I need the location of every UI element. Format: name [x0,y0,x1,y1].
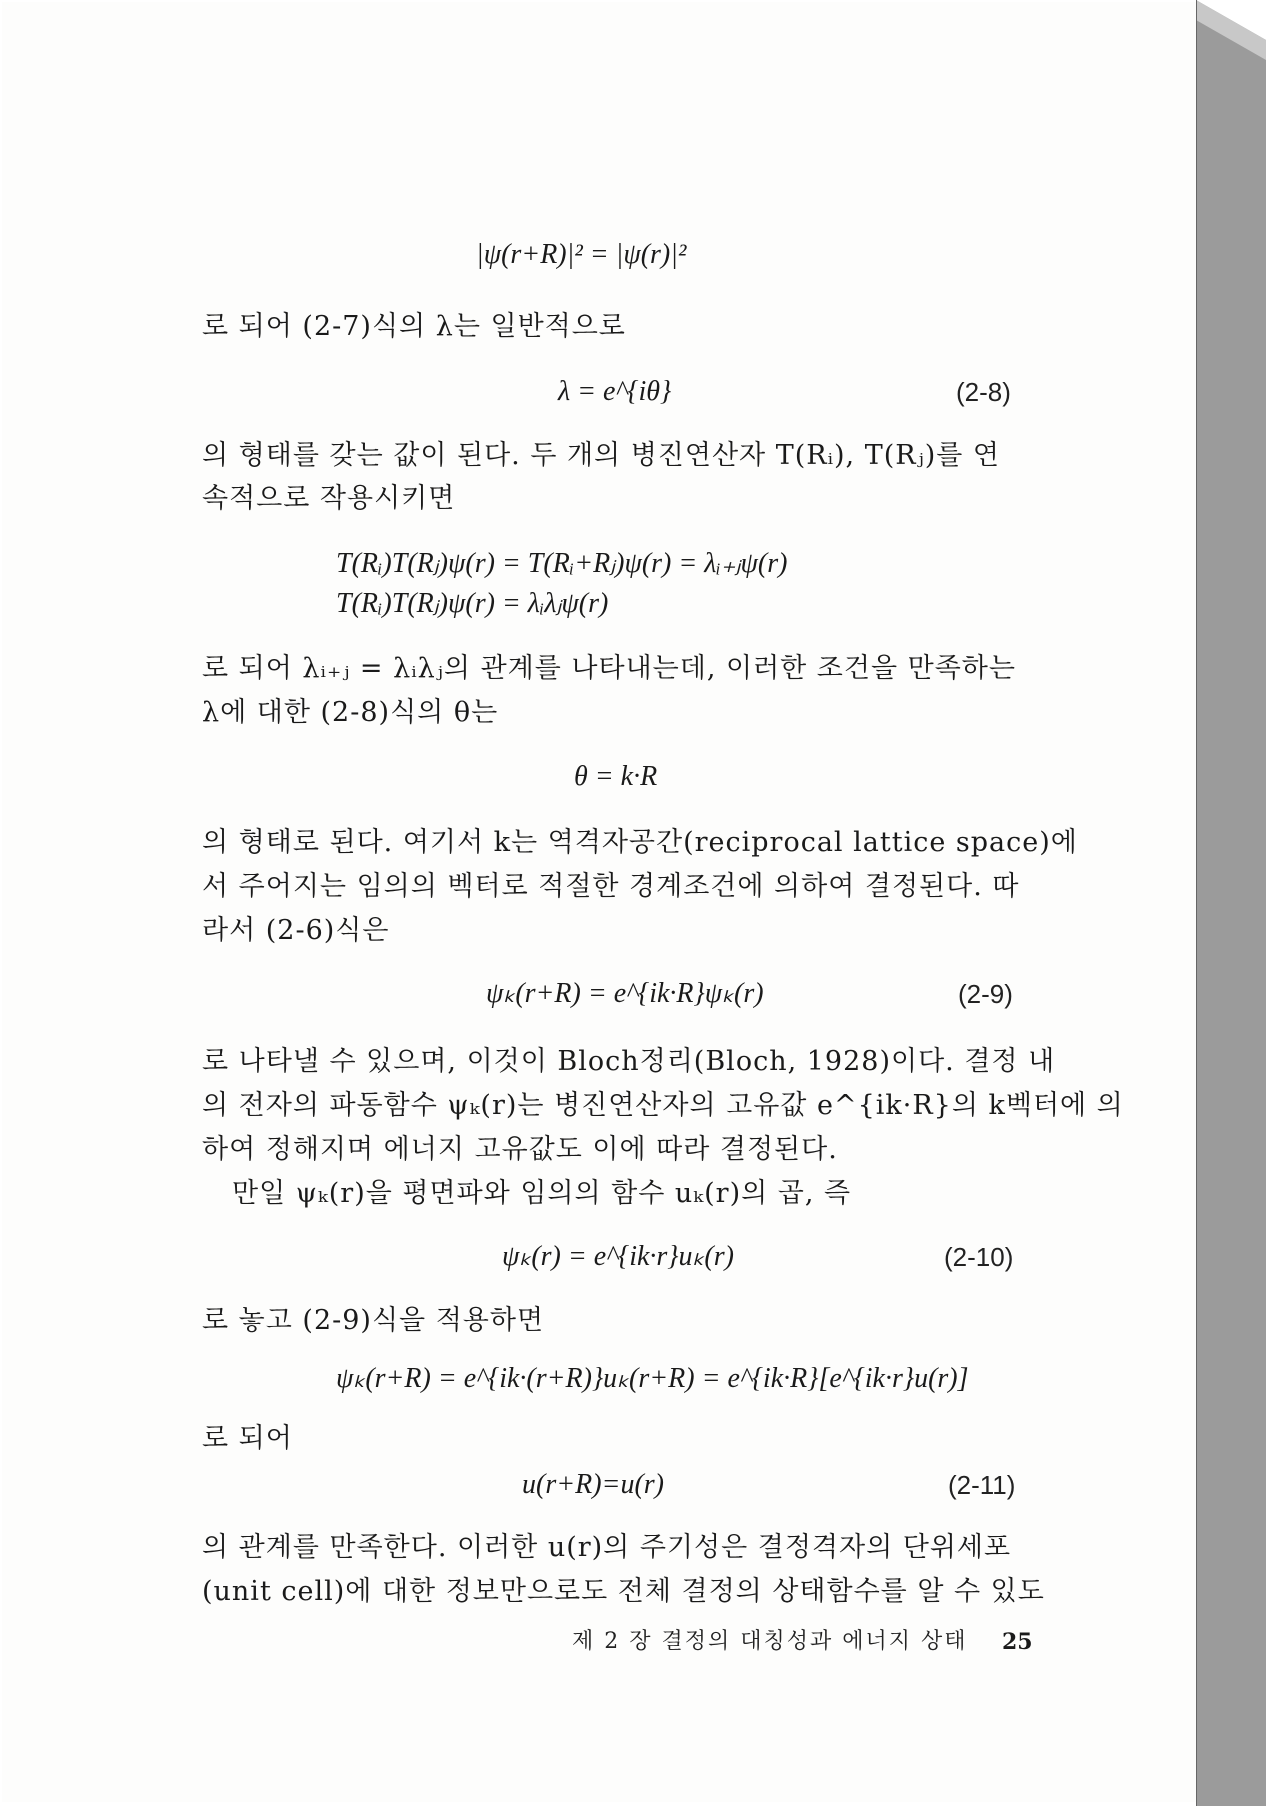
text-line: 로 놓고 (2-9)식을 적용하면 [202,1305,545,1336]
text-line: 로 되어 λᵢ₊ⱼ = λᵢλⱼ의 관계를 나타내는데, 이러한 조건을 만족하는 [202,653,1016,684]
equation-number: (2-8) [956,377,1011,407]
equation-bloch-expansion: ψₖ(r+R) = e^{ik·(r+R)}uₖ(r+R) = e^{ik·R}[e^{ik·r}u(r)] [336,1363,969,1394]
text-line: 로 되어 (2-7)식의 λ는 일반적으로 [202,311,626,342]
text-line: (unit cell)에 대한 정보만으로도 전체 결정의 상태함수를 알 수 있도 [202,1576,1045,1607]
text-line: 라서 (2-6)식은 [202,915,390,946]
text-line: 로 되어 [202,1423,293,1454]
text-line: λ에 대한 (2-8)식의 θ는 [202,697,499,728]
text-line: 하여 정해지며 에너지 고유값도 이에 따라 결정된다. [202,1134,838,1165]
equation-2-10: ψₖ(r) = e^{ik·r}uₖ(r) [502,1241,734,1272]
text-line: 로 나타낼 수 있으며, 이것이 Bloch정리(Bloch, 1928)이다. 결정 내 [202,1046,1056,1077]
page-number: 25 [1002,1629,1033,1655]
equation-2-9: ψₖ(r+R) = e^{ik·R}ψₖ(r) [486,978,764,1009]
equation-number: (2-9) [958,979,1013,1009]
text-line: 속적으로 작용시키면 [202,483,456,514]
equation-number: (2-10) [944,1242,1014,1272]
text-line: 의 관계를 만족한다. 이러한 u(r)의 주기성은 결정격자의 단위세포 [202,1532,1012,1563]
text-line: 의 형태로 된다. 여기서 k는 역격자공간(reciprocal lattice space)에 [202,827,1078,858]
equation-probability-density: |ψ(r+R)|² = |ψ(r)|² [476,239,687,270]
running-footer: 제 2 장 결정의 대칭성과 에너지 상태 [572,1629,968,1654]
equation-2-11: u(r+R)=u(r) [522,1469,664,1500]
text-line: 의 전자의 파동함수 ψₖ(r)는 병진연산자의 고유값 e^{ik·R}의 k벡터에 의 [202,1090,1124,1121]
text-line: 서 주어지는 임의의 벡터로 적절한 경계조건에 의하여 결정된다. 따 [202,871,1020,902]
equation-theta: θ = k·R [574,761,658,792]
equation-2-8: λ = e^{iθ} [558,376,672,407]
book-page [2,2,1198,1802]
equation-translation-2: T(Rᵢ)T(Rⱼ)ψ(r) = λᵢλⱼψ(r) [336,588,609,619]
text-line: 만일 ψₖ(r)을 평면파와 임의의 함수 uₖ(r)의 곱, 즉 [232,1178,852,1209]
equation-number: (2-11) [948,1470,1016,1500]
equation-translation-1: T(Rᵢ)T(Rⱼ)ψ(r) = T(Rᵢ+Rⱼ)ψ(r) = λᵢ₊ⱼψ(r) [336,548,788,579]
text-line: 의 형태를 갖는 값이 된다. 두 개의 병진연산자 T(Rᵢ), T(Rⱼ)를 연 [202,440,1001,471]
book-page-edges [1196,0,1266,1806]
